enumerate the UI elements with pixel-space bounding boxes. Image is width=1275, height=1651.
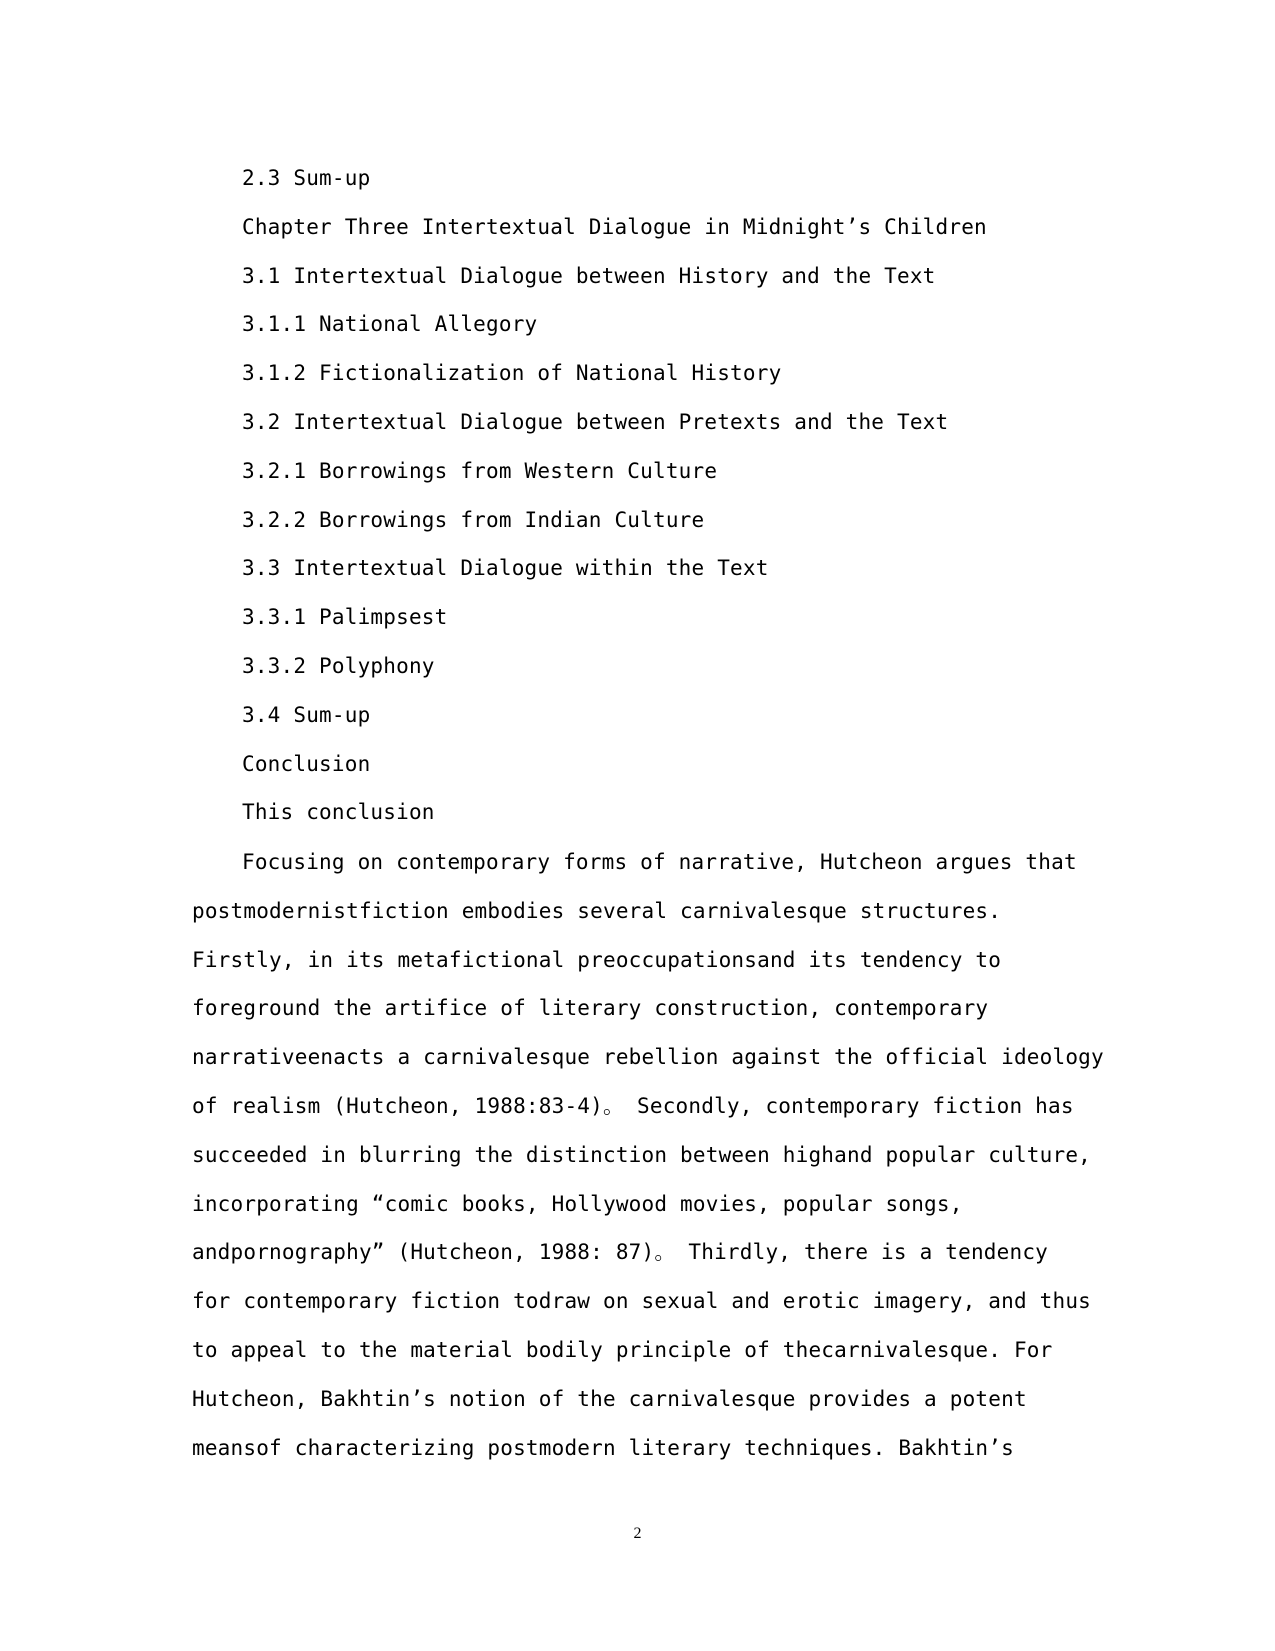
paragraph-line: andpornography” (Hutcheon, 1988: 87)。 Thirdly, there is a tendency <box>192 1240 1048 1265</box>
toc-entry: 3.2 Intertextual Dialogue between Pretexts and the Text <box>242 409 949 434</box>
page-number: 2 <box>633 1525 642 1542</box>
toc-entry: Conclusion <box>242 751 371 776</box>
toc-entry: 3.2.2 Borrowings from Indian Culture <box>242 507 705 532</box>
paragraph-line: Firstly, in its metafictional preoccupationsand its tendency to <box>192 947 1002 972</box>
toc-entry: 3.1.2 Fictionalization of National History <box>242 361 782 386</box>
body-paragraph <box>192 845 1104 1479</box>
paragraph-line: incorporating “comic books, Hollywood movies, popular songs, <box>192 1191 963 1216</box>
paragraph-line: narrativeenacts a carnivalesque rebellion against the official ideology <box>192 1045 1104 1070</box>
paragraph-line: of realism (Hutcheon, 1988:83-4)。 Secondly, contemporary fiction has <box>192 1093 1074 1118</box>
paragraph-line: Focusing on contemporary forms of narrative, Hutcheon argues that <box>242 850 1077 874</box>
toc-entry: Chapter Three Intertextual Dialogue in Midnight’s Children <box>242 214 987 239</box>
toc-entry: 3.3 Intertextual Dialogue within the Text <box>242 556 769 581</box>
paragraph-line: meansof characterizing postmodern literary techniques. Bakhtin’s <box>192 1435 1014 1460</box>
toc-entry: 3.1 Intertextual Dialogue between History and the Text <box>242 263 936 288</box>
paragraph-line: to appeal to the material bodily principle of thecarnivalesque. For <box>192 1337 1053 1362</box>
toc-entry: This conclusion <box>242 800 435 825</box>
toc-entry: 3.3.1 Palimpsest <box>242 605 448 630</box>
paragraph-line: postmodernistfiction embodies several carnivalesque structures. <box>192 898 1002 923</box>
paragraph-line: foreground the artifice of literary construction, contemporary <box>192 996 989 1021</box>
table-of-contents <box>242 161 987 844</box>
toc-entry: 3.3.2 Polyphony <box>242 653 435 678</box>
toc-entry: 3.4 Sum-up <box>242 702 371 727</box>
toc-entry: 3.2.1 Borrowings from Western Culture <box>242 458 718 483</box>
toc-entry: 2.3 Sum-up <box>242 166 371 190</box>
paragraph-line: Hutcheon, Bakhtin’s notion of the carnivalesque provides a potent <box>192 1386 1027 1411</box>
paragraph-line: succeeded in blurring the distinction between highand popular culture, <box>192 1142 1092 1167</box>
paragraph-line: for contemporary fiction todraw on sexual and erotic imagery, and thus <box>192 1289 1092 1314</box>
toc-entry: 3.1.1 National Allegory <box>242 312 538 337</box>
